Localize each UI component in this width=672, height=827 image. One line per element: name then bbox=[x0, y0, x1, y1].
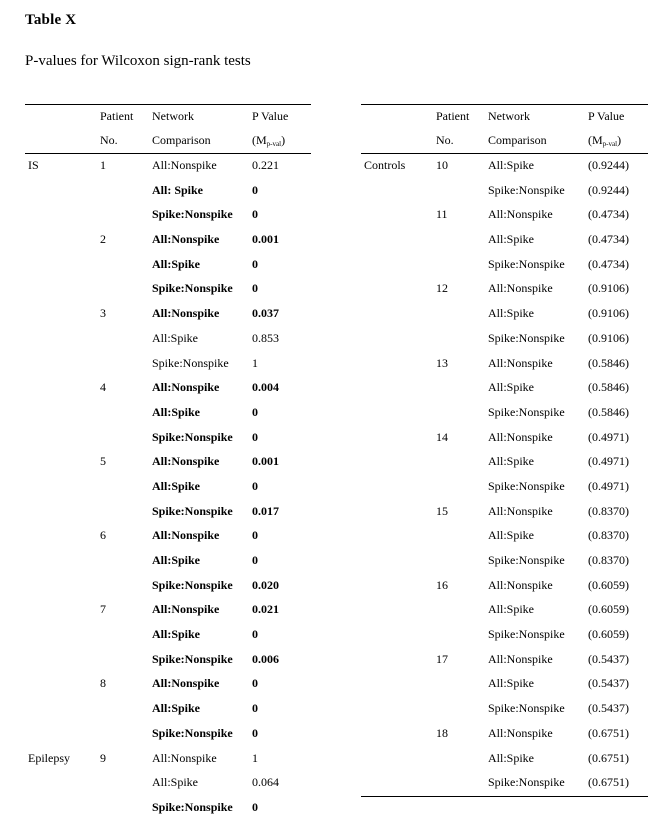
comparison-cell: All:Nonspike bbox=[488, 281, 553, 296]
group-cell bbox=[361, 771, 436, 796]
table-row bbox=[25, 450, 311, 475]
comparison-cell: Spike:Nonspike bbox=[488, 627, 565, 642]
pvalue-cell: 0 bbox=[252, 429, 258, 444]
group-cell bbox=[361, 253, 436, 278]
patient-no-cell: 8 bbox=[100, 676, 106, 691]
comparison-cell: All:Spike bbox=[152, 256, 201, 271]
table-row bbox=[25, 179, 311, 204]
pvalue-cell: 0.021 bbox=[252, 602, 279, 617]
patient-no-cell bbox=[100, 352, 152, 377]
comparison-cell: All:Nonspike bbox=[488, 429, 553, 444]
pvalue-cell: 0 bbox=[252, 627, 258, 642]
pvalue-cell: 0.064 bbox=[252, 775, 279, 790]
table-row bbox=[25, 549, 311, 574]
group-cell bbox=[361, 179, 436, 204]
table-row bbox=[25, 574, 311, 599]
pvalue-cell: 0.001 bbox=[252, 232, 279, 247]
table-row bbox=[25, 203, 311, 228]
pvalue-cell: 1 bbox=[252, 750, 258, 765]
header-row-1 bbox=[361, 105, 648, 129]
patient-no-cell bbox=[100, 327, 152, 352]
group-cell bbox=[25, 598, 100, 623]
group-cell bbox=[25, 648, 100, 673]
table-row bbox=[361, 352, 648, 377]
group-cell bbox=[25, 228, 100, 253]
table-row bbox=[361, 672, 648, 697]
pvalue-cell: (0.9244) bbox=[588, 182, 629, 197]
patient-no-cell bbox=[100, 722, 152, 747]
table-row bbox=[361, 203, 648, 228]
table-row bbox=[361, 376, 648, 401]
comparison-cell: All:Nonspike bbox=[488, 355, 553, 370]
comparison-cell: All:Spike bbox=[488, 232, 535, 247]
patient-no-cell: 9 bbox=[100, 750, 106, 765]
comparison-cell: All:Nonspike bbox=[152, 528, 220, 543]
comparison-cell: All:Nonspike bbox=[152, 232, 220, 247]
comparison-cell: All:Spike bbox=[488, 750, 535, 765]
pvalue-cell: (0.5846) bbox=[588, 404, 629, 419]
patient-no-cell bbox=[100, 697, 152, 722]
group-cell bbox=[361, 352, 436, 377]
table-row bbox=[361, 697, 648, 722]
patient-no-cell bbox=[436, 253, 488, 278]
pvalue-cell: (0.8370) bbox=[588, 503, 629, 518]
comparison-cell: All:Spike bbox=[152, 404, 201, 419]
group-cell bbox=[361, 697, 436, 722]
table-row bbox=[361, 302, 648, 327]
header-patient-no: No. bbox=[436, 133, 454, 147]
patient-no-cell bbox=[100, 203, 152, 228]
group-cell bbox=[361, 327, 436, 352]
table-row bbox=[25, 598, 311, 623]
group-cell bbox=[361, 598, 436, 623]
comparison-cell: Spike:Nonspike bbox=[152, 355, 229, 370]
table-row bbox=[25, 352, 311, 377]
group-cell bbox=[25, 549, 100, 574]
group-cell bbox=[361, 648, 436, 673]
pvalue-close: ) bbox=[617, 133, 622, 147]
patient-no-cell: 15 bbox=[436, 503, 448, 518]
patient-no-cell bbox=[100, 277, 152, 302]
comparison-cell: Spike:Nonspike bbox=[152, 577, 233, 592]
table-row bbox=[361, 598, 648, 623]
table-row bbox=[361, 623, 648, 648]
patient-no-cell bbox=[100, 500, 152, 525]
group-cell bbox=[361, 747, 436, 772]
group-cell bbox=[361, 302, 436, 327]
pvalue-cell: (0.6751) bbox=[588, 750, 629, 765]
comparison-cell: All:Nonspike bbox=[152, 750, 217, 765]
pvalue-cell: 0.020 bbox=[252, 577, 279, 592]
group-cell bbox=[25, 672, 100, 697]
comparison-cell: Spike:Nonspike bbox=[488, 256, 565, 271]
patient-no-cell: 1 bbox=[100, 158, 106, 172]
comparison-cell: Spike:Nonspike bbox=[488, 404, 565, 419]
pvalue-cell: (0.5846) bbox=[588, 380, 629, 395]
group-cell bbox=[361, 475, 436, 500]
table-row bbox=[361, 277, 648, 302]
table-row bbox=[361, 450, 648, 475]
patient-no-cell bbox=[436, 747, 488, 772]
pvalue-cell: 0 bbox=[252, 553, 258, 567]
patient-no-cell: 17 bbox=[436, 651, 448, 666]
pvalue-cell: 0 bbox=[252, 404, 258, 419]
header-pvalue-notation bbox=[588, 129, 648, 153]
table-row bbox=[361, 179, 648, 204]
table-row bbox=[25, 648, 311, 673]
patient-no-cell: 7 bbox=[100, 602, 106, 617]
table-row bbox=[361, 771, 648, 796]
table-header bbox=[361, 104, 648, 154]
table-row bbox=[361, 747, 648, 772]
header-row-2 bbox=[361, 129, 648, 153]
group-cell: Epilepsy bbox=[28, 750, 70, 765]
comparison-cell: All:Nonspike bbox=[152, 158, 217, 172]
patient-no-cell bbox=[436, 327, 488, 352]
table-row bbox=[361, 574, 648, 599]
pvalue-cell: (0.9106) bbox=[588, 330, 629, 345]
comparison-cell: Spike:Nonspike bbox=[152, 429, 233, 444]
group-cell bbox=[361, 549, 436, 574]
pvalue-cell: 0 bbox=[252, 528, 258, 543]
group-cell bbox=[25, 376, 100, 401]
patient-no-cell bbox=[436, 475, 488, 500]
table-row bbox=[25, 302, 311, 327]
group-cell bbox=[361, 623, 436, 648]
comparison-cell: Spike:Nonspike bbox=[488, 478, 565, 493]
header-group-spacer bbox=[25, 129, 100, 153]
table-row bbox=[361, 524, 648, 549]
table-row bbox=[25, 426, 311, 451]
table-row bbox=[25, 524, 311, 549]
comparison-cell: All:Nonspike bbox=[152, 454, 220, 469]
comparison-cell: All:Nonspike bbox=[152, 676, 220, 691]
header-comparison: Comparison bbox=[488, 133, 547, 147]
patient-no-cell bbox=[100, 623, 152, 648]
table-row bbox=[25, 672, 311, 697]
group-cell bbox=[25, 179, 100, 204]
header-patient-no: No. bbox=[100, 133, 118, 147]
comparison-cell: Spike:Nonspike bbox=[152, 503, 233, 518]
patient-no-cell bbox=[436, 376, 488, 401]
patient-no-cell bbox=[100, 401, 152, 426]
comparison-cell: All:Nonspike bbox=[488, 207, 553, 222]
patient-no-cell bbox=[436, 697, 488, 722]
comparison-cell: Spike:Nonspike bbox=[152, 651, 233, 666]
pvalue-cell: 0.001 bbox=[252, 454, 279, 469]
table-row bbox=[25, 747, 311, 772]
comparison-cell: All:Nonspike bbox=[152, 306, 220, 321]
header-comparison: Comparison bbox=[152, 133, 211, 147]
table-row bbox=[361, 648, 648, 673]
patient-no-cell bbox=[436, 771, 488, 796]
pvalue-cell: (0.4734) bbox=[588, 232, 629, 247]
pvalue-cell: (0.5846) bbox=[588, 355, 629, 370]
pvalue-cell: (0.6059) bbox=[588, 627, 629, 642]
header-row-2 bbox=[25, 129, 311, 153]
comparison-cell: Spike:Nonspike bbox=[488, 701, 565, 716]
patient-no-cell: 3 bbox=[100, 306, 106, 321]
header-row-1 bbox=[25, 105, 311, 129]
group-cell bbox=[25, 327, 100, 352]
group-cell: Controls bbox=[364, 158, 406, 172]
pvalue-cell: 1 bbox=[252, 355, 258, 370]
comparison-cell: All:Spike bbox=[152, 627, 201, 642]
patient-no-cell bbox=[100, 253, 152, 278]
table-row bbox=[25, 154, 311, 179]
comparison-cell: All:Spike bbox=[152, 553, 201, 567]
pvalue-cell: 0.006 bbox=[252, 651, 279, 666]
group-cell bbox=[361, 722, 436, 747]
comparison-cell: Spike:Nonspike bbox=[488, 330, 565, 345]
pvalue-cell: 0 bbox=[252, 256, 258, 271]
patient-no-cell bbox=[100, 549, 152, 574]
header-pvalue: P Value bbox=[588, 109, 625, 123]
group-cell bbox=[25, 697, 100, 722]
table-row bbox=[361, 327, 648, 352]
pvalue-cell: 0 bbox=[252, 799, 258, 814]
patient-no-cell bbox=[436, 549, 488, 574]
comparison-cell: All:Spike bbox=[488, 306, 535, 321]
comparison-cell: All:Spike bbox=[488, 676, 535, 691]
comparison-cell: All:Spike bbox=[488, 602, 535, 617]
pvalue-cell: 0 bbox=[252, 182, 258, 197]
pvalue-subscript: p-val bbox=[602, 140, 618, 148]
pvalue-cell: 0 bbox=[252, 725, 258, 740]
pvalue-cell: (0.9106) bbox=[588, 306, 629, 321]
group-cell bbox=[25, 500, 100, 525]
pvalue-cell: 0.853 bbox=[252, 330, 279, 345]
group-cell bbox=[25, 401, 100, 426]
pvalue-cell: 0.017 bbox=[252, 503, 279, 518]
group-cell bbox=[25, 277, 100, 302]
patient-no-cell: 16 bbox=[436, 577, 448, 592]
header-network: Network bbox=[152, 109, 194, 123]
pvalue-cell: 0.037 bbox=[252, 306, 279, 321]
pvalue-cell: (0.6751) bbox=[588, 725, 629, 740]
pvalue-cell: 0.221 bbox=[252, 158, 279, 172]
group-cell bbox=[25, 302, 100, 327]
patient-no-cell: 12 bbox=[436, 281, 448, 296]
patient-no-cell: 14 bbox=[436, 429, 448, 444]
comparison-cell: All:Spike bbox=[152, 478, 201, 493]
table-row bbox=[361, 154, 648, 179]
patient-no-cell bbox=[100, 574, 152, 599]
comparison-cell: Spike:Nonspike bbox=[488, 775, 565, 790]
table-row bbox=[361, 722, 648, 747]
pvalue-cell: (0.5437) bbox=[588, 676, 629, 691]
table-row bbox=[361, 475, 648, 500]
group-cell bbox=[25, 426, 100, 451]
table-row bbox=[25, 327, 311, 352]
table-row bbox=[25, 697, 311, 722]
table-row bbox=[361, 426, 648, 451]
comparison-cell: All:Nonspike bbox=[488, 651, 553, 666]
controls-table bbox=[361, 104, 648, 797]
patient-no-cell: 5 bbox=[100, 454, 106, 469]
pvalue-cell: 0 bbox=[252, 207, 258, 222]
pvalue-cell: (0.8370) bbox=[588, 528, 629, 543]
pvalue-cell: (0.4971) bbox=[588, 478, 629, 493]
group-cell bbox=[25, 352, 100, 377]
patient-no-cell: 6 bbox=[100, 528, 106, 543]
header-patient: Patient bbox=[436, 109, 470, 123]
patient-no-cell: 10 bbox=[436, 158, 448, 172]
pvalue-cell: (0.6059) bbox=[588, 602, 629, 617]
group-cell bbox=[25, 574, 100, 599]
pvalue-cell: 0.004 bbox=[252, 380, 279, 395]
group-cell bbox=[25, 475, 100, 500]
table-row bbox=[25, 796, 311, 821]
comparison-cell: All:Spike bbox=[152, 330, 199, 345]
patient-no-cell bbox=[100, 475, 152, 500]
patient-no-cell: 11 bbox=[436, 207, 448, 222]
table-row bbox=[25, 500, 311, 525]
patient-no-cell bbox=[100, 771, 152, 796]
comparison-cell: All:Nonspike bbox=[488, 503, 553, 518]
table-row bbox=[25, 722, 311, 747]
comparison-cell: All:Spike bbox=[152, 701, 201, 716]
table-title: Table X bbox=[25, 12, 77, 28]
patient-no-cell bbox=[436, 401, 488, 426]
header-pvalue-notation bbox=[252, 129, 311, 153]
patient-no-cell bbox=[100, 648, 152, 673]
pvalue-cell: (0.4734) bbox=[588, 207, 629, 222]
pvalue-cell: (0.8370) bbox=[588, 553, 629, 567]
patient-no-cell bbox=[436, 672, 488, 697]
table-row bbox=[361, 500, 648, 525]
patient-no-cell: 13 bbox=[436, 355, 448, 370]
header-group-spacer bbox=[25, 105, 100, 129]
controls-table-body bbox=[361, 154, 648, 797]
pvalue-cell: 0 bbox=[252, 676, 258, 691]
comparison-cell: All:Spike bbox=[488, 454, 535, 469]
pvalue-cell: (0.6059) bbox=[588, 577, 629, 592]
pvalue-cell: (0.9106) bbox=[588, 281, 629, 296]
table-row bbox=[25, 277, 311, 302]
comparison-cell: All:Spike bbox=[488, 528, 535, 543]
patient-no-cell bbox=[100, 179, 152, 204]
patient-no-cell bbox=[436, 179, 488, 204]
comparison-cell: All:Nonspike bbox=[488, 725, 553, 740]
comparison-cell: All:Nonspike bbox=[152, 602, 220, 617]
pvalue-cell: (0.5437) bbox=[588, 651, 629, 666]
group-cell bbox=[361, 672, 436, 697]
patient-no-cell bbox=[436, 302, 488, 327]
pvalue-cell: (0.4971) bbox=[588, 454, 629, 469]
pvalue-m-open: (M bbox=[588, 133, 603, 147]
patient-no-cell bbox=[100, 796, 152, 821]
header-patient: Patient bbox=[100, 109, 134, 123]
comparison-cell: All:Spike bbox=[152, 775, 199, 790]
is-epilepsy-table-body bbox=[25, 154, 311, 821]
table-row bbox=[25, 253, 311, 278]
table-row bbox=[361, 549, 648, 574]
header-group-spacer bbox=[361, 129, 436, 153]
comparison-cell: All:Spike bbox=[488, 380, 535, 395]
group-cell bbox=[25, 623, 100, 648]
group-cell bbox=[361, 376, 436, 401]
table-row bbox=[25, 376, 311, 401]
patient-no-cell bbox=[436, 228, 488, 253]
pvalue-cell: (0.5437) bbox=[588, 701, 629, 716]
pvalue-cell: (0.4734) bbox=[588, 256, 629, 271]
comparison-cell: Spike:Nonspike bbox=[152, 799, 233, 814]
comparison-cell: Spike:Nonspike bbox=[152, 207, 233, 222]
group-cell bbox=[361, 203, 436, 228]
comparison-cell: Spike:Nonspike bbox=[152, 725, 233, 740]
pvalue-cell: (0.9244) bbox=[588, 158, 629, 172]
comparison-cell: Spike:Nonspike bbox=[152, 281, 233, 296]
patient-no-cell bbox=[436, 598, 488, 623]
group-cell: IS bbox=[28, 158, 39, 172]
patient-no-cell bbox=[436, 450, 488, 475]
table-row bbox=[361, 401, 648, 426]
comparison-cell: All:Nonspike bbox=[488, 577, 553, 592]
group-cell bbox=[25, 771, 100, 796]
patient-no-cell bbox=[436, 623, 488, 648]
header-network: Network bbox=[488, 109, 530, 123]
group-cell bbox=[361, 524, 436, 549]
comparison-cell: All:Spike bbox=[488, 158, 535, 172]
pvalue-cell: 0 bbox=[252, 701, 258, 716]
table-row bbox=[25, 228, 311, 253]
pvalue-close: ) bbox=[281, 133, 286, 147]
pvalue-subscript: p-val bbox=[266, 140, 282, 148]
header-pvalue: P Value bbox=[252, 109, 289, 123]
pvalue-cell: 0 bbox=[252, 281, 258, 296]
group-cell bbox=[25, 203, 100, 228]
patient-no-cell: 18 bbox=[436, 725, 448, 740]
pvalue-cell: (0.4971) bbox=[588, 429, 629, 444]
comparison-cell: All: Spike bbox=[152, 182, 204, 197]
group-cell bbox=[361, 574, 436, 599]
group-cell bbox=[25, 524, 100, 549]
table-row bbox=[361, 253, 648, 278]
table-row bbox=[25, 771, 311, 796]
comparison-cell: Spike:Nonspike bbox=[488, 553, 565, 567]
is-epilepsy-table bbox=[25, 104, 311, 821]
pvalue-cell: (0.6751) bbox=[588, 775, 629, 790]
pvalue-m-open: (M bbox=[252, 133, 267, 147]
group-cell bbox=[361, 426, 436, 451]
table-caption: P-values for Wilcoxon sign-rank tests bbox=[25, 53, 251, 69]
group-cell bbox=[25, 450, 100, 475]
group-cell bbox=[361, 450, 436, 475]
table-row bbox=[361, 228, 648, 253]
table-row bbox=[25, 623, 311, 648]
group-cell bbox=[25, 722, 100, 747]
group-cell bbox=[361, 500, 436, 525]
patient-no-cell bbox=[436, 524, 488, 549]
comparison-cell: All:Nonspike bbox=[152, 380, 220, 395]
comparison-cell: Spike:Nonspike bbox=[488, 182, 565, 197]
patient-no-cell: 4 bbox=[100, 380, 106, 395]
table-row bbox=[25, 401, 311, 426]
patient-no-cell bbox=[100, 426, 152, 451]
pvalue-cell: 0 bbox=[252, 478, 258, 493]
group-cell bbox=[25, 253, 100, 278]
group-cell bbox=[361, 228, 436, 253]
group-cell bbox=[25, 796, 100, 821]
group-cell bbox=[361, 401, 436, 426]
table-row bbox=[25, 475, 311, 500]
patient-no-cell: 2 bbox=[100, 232, 106, 247]
header-group-spacer bbox=[361, 105, 436, 129]
group-cell bbox=[361, 277, 436, 302]
table-header bbox=[25, 104, 311, 154]
